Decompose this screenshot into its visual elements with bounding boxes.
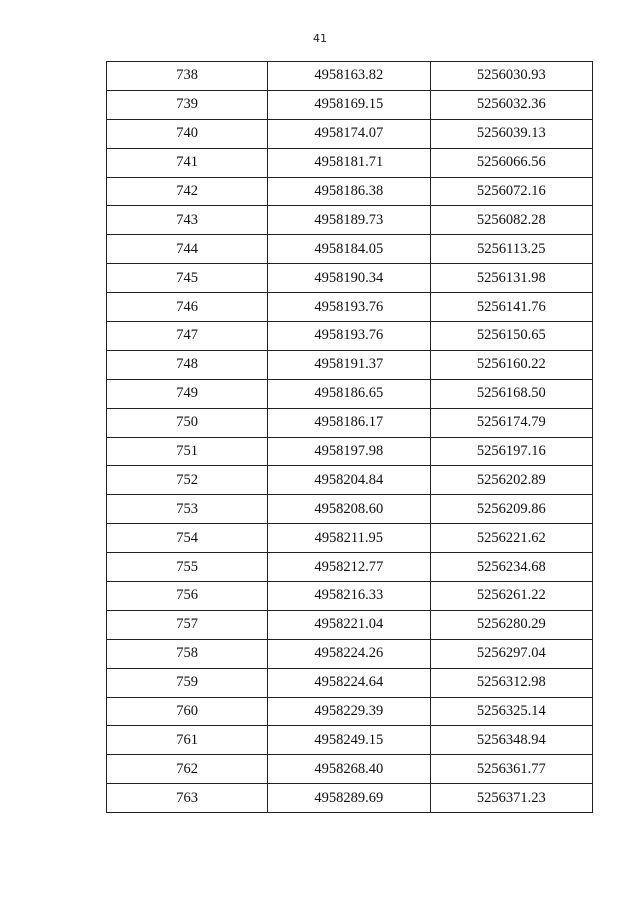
x-coordinate-cell: 4958191.37 bbox=[268, 350, 430, 379]
table-row bbox=[107, 322, 593, 351]
point-number-cell: 739 bbox=[107, 90, 268, 119]
y-coordinate-cell: 5256221.62 bbox=[430, 524, 592, 553]
x-coordinate-cell: 4958208.60 bbox=[268, 495, 430, 524]
x-coordinate-cell: 4958181.71 bbox=[268, 148, 430, 177]
x-coordinate-cell: 4958193.76 bbox=[268, 322, 430, 351]
point-number-cell: 760 bbox=[107, 697, 268, 726]
y-coordinate-cell: 5256297.04 bbox=[430, 639, 592, 668]
point-number-cell: 742 bbox=[107, 177, 268, 206]
y-coordinate-cell: 5256234.68 bbox=[430, 553, 592, 582]
x-coordinate-cell: 4958249.15 bbox=[268, 726, 430, 755]
y-coordinate-cell: 5256131.98 bbox=[430, 264, 592, 293]
coordinates-table bbox=[106, 61, 593, 813]
table-row bbox=[107, 293, 593, 322]
point-number-cell: 740 bbox=[107, 119, 268, 148]
y-coordinate-cell: 5256197.16 bbox=[430, 437, 592, 466]
point-number-cell: 738 bbox=[107, 62, 268, 91]
table-row bbox=[107, 119, 593, 148]
table-row bbox=[107, 610, 593, 639]
x-coordinate-cell: 4958216.33 bbox=[268, 582, 430, 611]
x-coordinate-cell: 4958186.65 bbox=[268, 379, 430, 408]
table-row bbox=[107, 726, 593, 755]
x-coordinate-cell: 4958268.40 bbox=[268, 755, 430, 784]
y-coordinate-cell: 5256168.50 bbox=[430, 379, 592, 408]
table-row bbox=[107, 755, 593, 784]
coordinates-table-body bbox=[107, 62, 593, 813]
x-coordinate-cell: 4958190.34 bbox=[268, 264, 430, 293]
point-number-cell: 756 bbox=[107, 582, 268, 611]
point-number-cell: 763 bbox=[107, 784, 268, 813]
point-number-cell: 748 bbox=[107, 350, 268, 379]
y-coordinate-cell: 5256371.23 bbox=[430, 784, 592, 813]
y-coordinate-cell: 5256209.86 bbox=[430, 495, 592, 524]
y-coordinate-cell: 5256082.28 bbox=[430, 206, 592, 235]
point-number-cell: 757 bbox=[107, 610, 268, 639]
x-coordinate-cell: 4958229.39 bbox=[268, 697, 430, 726]
point-number-cell: 761 bbox=[107, 726, 268, 755]
point-number-cell: 758 bbox=[107, 639, 268, 668]
x-coordinate-cell: 4958211.95 bbox=[268, 524, 430, 553]
table-row bbox=[107, 90, 593, 119]
point-number-cell: 749 bbox=[107, 379, 268, 408]
point-number-cell: 754 bbox=[107, 524, 268, 553]
table-row bbox=[107, 408, 593, 437]
point-number-cell: 759 bbox=[107, 668, 268, 697]
table-row bbox=[107, 639, 593, 668]
x-coordinate-cell: 4958221.04 bbox=[268, 610, 430, 639]
y-coordinate-cell: 5256030.93 bbox=[430, 62, 592, 91]
point-number-cell: 746 bbox=[107, 293, 268, 322]
point-number-cell: 750 bbox=[107, 408, 268, 437]
x-coordinate-cell: 4958169.15 bbox=[268, 90, 430, 119]
x-coordinate-cell: 4958189.73 bbox=[268, 206, 430, 235]
point-number-cell: 755 bbox=[107, 553, 268, 582]
y-coordinate-cell: 5256312.98 bbox=[430, 668, 592, 697]
point-number-cell: 747 bbox=[107, 322, 268, 351]
table-row bbox=[107, 437, 593, 466]
table-row bbox=[107, 206, 593, 235]
table-row bbox=[107, 553, 593, 582]
table-row bbox=[107, 379, 593, 408]
point-number-cell: 743 bbox=[107, 206, 268, 235]
x-coordinate-cell: 4958186.38 bbox=[268, 177, 430, 206]
y-coordinate-cell: 5256072.16 bbox=[430, 177, 592, 206]
point-number-cell: 753 bbox=[107, 495, 268, 524]
table-row bbox=[107, 668, 593, 697]
table-row bbox=[107, 784, 593, 813]
y-coordinate-cell: 5256174.79 bbox=[430, 408, 592, 437]
y-coordinate-cell: 5256348.94 bbox=[430, 726, 592, 755]
table-row bbox=[107, 350, 593, 379]
point-number-cell: 741 bbox=[107, 148, 268, 177]
point-number-cell: 745 bbox=[107, 264, 268, 293]
y-coordinate-cell: 5256141.76 bbox=[430, 293, 592, 322]
x-coordinate-cell: 4958224.64 bbox=[268, 668, 430, 697]
y-coordinate-cell: 5256261.22 bbox=[430, 582, 592, 611]
x-coordinate-cell: 4958163.82 bbox=[268, 62, 430, 91]
table-row bbox=[107, 264, 593, 293]
y-coordinate-cell: 5256202.89 bbox=[430, 466, 592, 495]
table-row bbox=[107, 62, 593, 91]
table-row bbox=[107, 235, 593, 264]
table-row bbox=[107, 524, 593, 553]
point-number-cell: 762 bbox=[107, 755, 268, 784]
table-row bbox=[107, 697, 593, 726]
x-coordinate-cell: 4958212.77 bbox=[268, 553, 430, 582]
point-number-cell: 751 bbox=[107, 437, 268, 466]
y-coordinate-cell: 5256066.56 bbox=[430, 148, 592, 177]
table-row bbox=[107, 177, 593, 206]
y-coordinate-cell: 5256280.29 bbox=[430, 610, 592, 639]
y-coordinate-cell: 5256113.25 bbox=[430, 235, 592, 264]
x-coordinate-cell: 4958174.07 bbox=[268, 119, 430, 148]
y-coordinate-cell: 5256032.36 bbox=[430, 90, 592, 119]
y-coordinate-cell: 5256039.13 bbox=[430, 119, 592, 148]
table-row bbox=[107, 148, 593, 177]
x-coordinate-cell: 4958193.76 bbox=[268, 293, 430, 322]
point-number-cell: 752 bbox=[107, 466, 268, 495]
x-coordinate-cell: 4958204.84 bbox=[268, 466, 430, 495]
x-coordinate-cell: 4958186.17 bbox=[268, 408, 430, 437]
x-coordinate-cell: 4958197.98 bbox=[268, 437, 430, 466]
y-coordinate-cell: 5256160.22 bbox=[430, 350, 592, 379]
x-coordinate-cell: 4958224.26 bbox=[268, 639, 430, 668]
x-coordinate-cell: 4958289.69 bbox=[268, 784, 430, 813]
point-number-cell: 744 bbox=[107, 235, 268, 264]
y-coordinate-cell: 5256361.77 bbox=[430, 755, 592, 784]
x-coordinate-cell: 4958184.05 bbox=[268, 235, 430, 264]
y-coordinate-cell: 5256150.65 bbox=[430, 322, 592, 351]
table-row bbox=[107, 582, 593, 611]
page-number: 41 bbox=[313, 32, 327, 45]
y-coordinate-cell: 5256325.14 bbox=[430, 697, 592, 726]
table-row bbox=[107, 466, 593, 495]
table-row bbox=[107, 495, 593, 524]
